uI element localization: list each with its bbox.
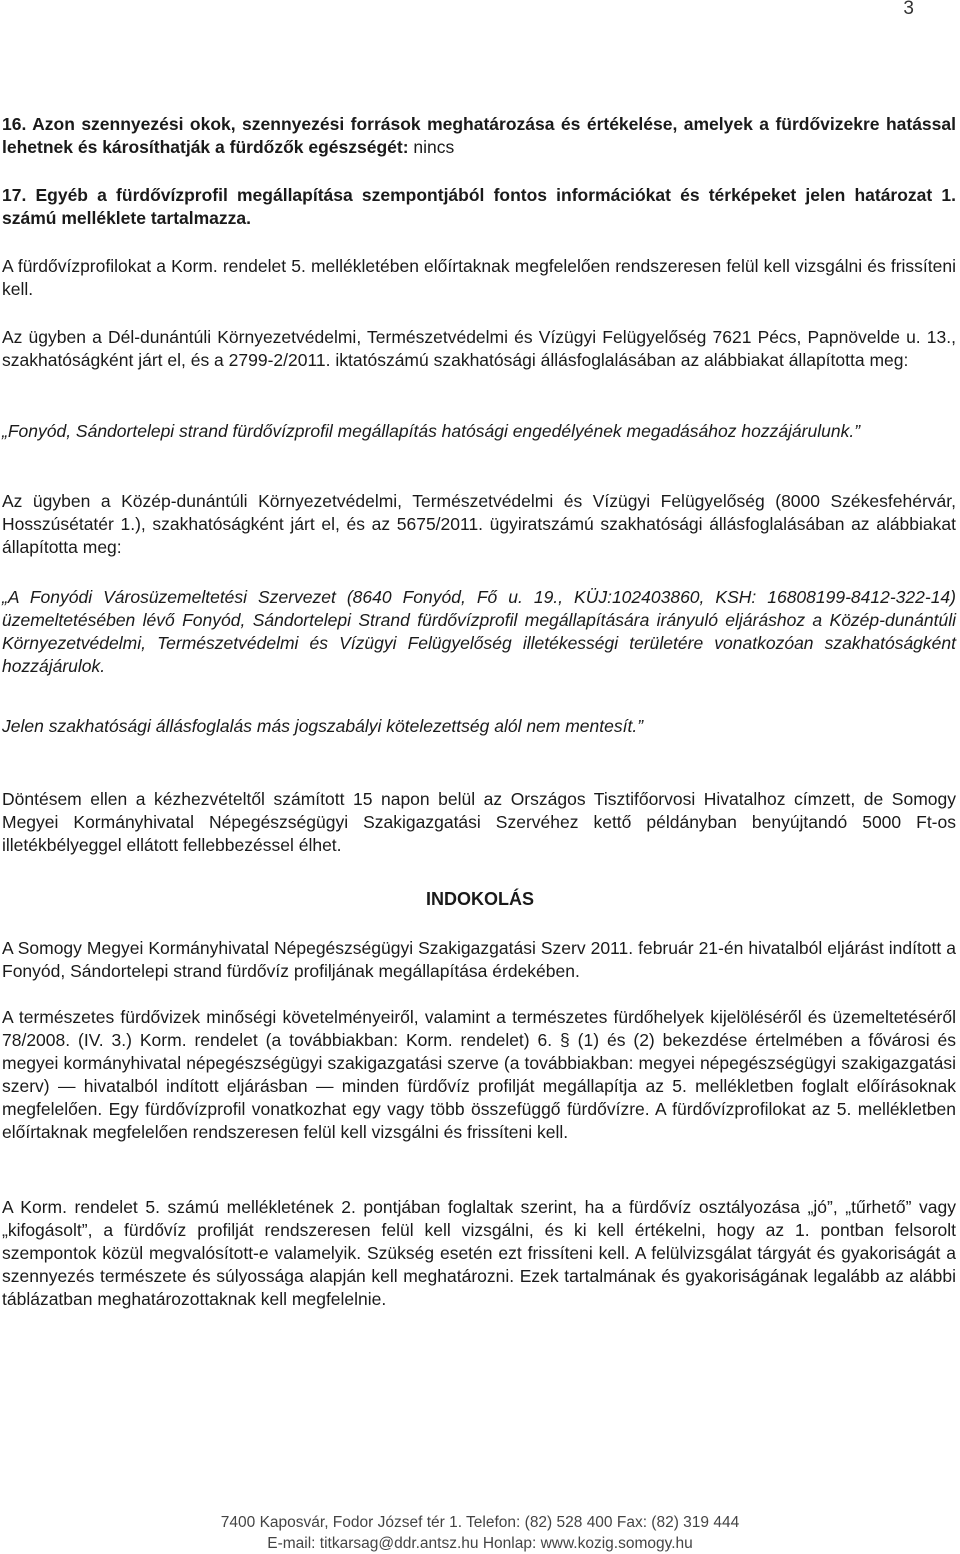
section-16-heading: 16. Azon szennyezési okok, szennyezési források meghatározása és értékelése, amelyek a fürdővizekre hatással lehetnek és károsíthatják a fürdőzők egészségét:	[2, 114, 956, 157]
paragraph-eljaras-inditas: A Somogy Megyei Kormányhivatal Népegészségügyi Szakigazgatási Szerv 2011. február 21-én hivatalból eljárást indított a Fonyód, Sándortelepi strand fürdővíz profiljának megállapítása érdekében.	[2, 938, 956, 981]
footer-address: 7400 Kaposvár, Fodor József tér 1. Telefon: (82) 528 400 Fax: (82) 319 444	[220, 1514, 740, 1531]
section-17: 17. Egyéb a fürdővízprofil megállapítása szempontjából fontos információkat és térképeket jelen határozat 1. számú melléklete tartalmazza.	[2, 185, 956, 228]
page-number: 3	[903, 0, 914, 19]
quote-mentesit: Jelen szakhatósági állásfoglalás más jogszabályi kötelezettség alól nem mentesít.”	[2, 716, 644, 736]
section-16-value: nincs	[408, 137, 455, 157]
paragraph-fellebbezes: Döntésem ellen a kézhezvételtől számított 15 napon belül az Országos Tisztifőorvosi Hivatalhoz címzett, de Somogy Megyei Kormányhivatal Népegészségügyi Szakigazgatási Szervéhez kettő példányban benyújtandó 5000 Ft-os illetékbélyeggel ellátott fellebbezéssel élhet.	[2, 789, 956, 855]
indokolas-heading: INDOKOLÁS	[426, 889, 534, 909]
quote-fonyod-sandortelepi: „Fonyód, Sándortelepi strand fürdővízprofil megállapítás hatósági engedélyének megadásához hozzájárulunk.”	[2, 421, 861, 441]
section-16	[2, 113, 956, 159]
paragraph-kozep-dunantuli: Az ügyben a Közép-dunántúli Környezetvédelmi, Természetvédelmi és Vízügyi Felügyelőség (8000 Székesfehérvár, Hosszúsétatér 1.), szakhatóságként járt el, és az 5675/2011. ügyiratszámú szakhatósági állásfoglalásában az alábbiakat állapította meg:	[2, 491, 956, 557]
footer-contact: E-mail: titkarsag@ddr.antsz.hu Honlap: www.kozig.somogy.hu	[267, 1535, 693, 1552]
paragraph-termeszetes-furdovizek: A természetes fürdővizek minőségi követelményeiről, valamint a természetes fürdőhelyek kijelöléséről és üzemeltetéséről 78/2008. (IV. 3.) Korm. rendelet (a továbbiakban: Korm. rendelet) 6. § (1) és (2) bekezdése értelmében a fővárosi és megyei kormányhivatal népegészségügyi szakigazgatási szerve (a továbbiakban: megyei népegészségügyi szakigazgatási szerv) ― hivatalból indított eljárásban ― minden fürdővíz profilját megállapítja az 5. mellékletben foglalt előírásoknak megfelelően. Egy fürdővízprofil vonatkozhat egy vagy több összefüggő fürdővízre. A fürdővízprofilokat az 5. mellékletben előírtaknak megfelelően rendszeresen felül kell vizsgálni és frissíteni kell.	[2, 1007, 956, 1142]
paragraph-korm-rendelet: A fürdővízprofilokat a Korm. rendelet 5. mellékletében előírtaknak megfelelően rendszeresen felül kell vizsgálni és frissíteni kell.	[2, 256, 956, 299]
paragraph-del-dunantuli: Az ügyben a Dél-dunántúli Környezetvédelmi, Természetvédelmi és Vízügyi Felügyelőség 7621 Pécs, Papnövelde u. 13., szakhatóságként járt el, és a 2799-2/2011. iktatószámú szakhatósági állásfoglalásában az alábbiakat állapította meg:	[2, 327, 956, 370]
quote-fonyodi-varosuzemeltetesi: „A Fonyódi Városüzemeltetési Szervezet (8640 Fonyód, Fő u. 19., KÜJ:102403860, KSH: 16808199-8412-322-14) üzemeltetésében lévő Fonyód, Sándortelepi Strand fürdővízprofil megállapítására irányuló eljáráshoz a Közép-dunántúli Környezetvédelmi, Természetvédelmi és Vízügyi Felügyelőség illetékességi területére vonatkozóan szakhatóságként hozzájárulok.	[2, 587, 956, 676]
paragraph-melleklet-2-pont: A Korm. rendelet 5. számú mellékletének 2. pontjában foglaltak szerint, ha a fürdővíz osztályozása „jó”, „tűrhető” vagy „kifogásolt”, a fürdővíz profilját rendszeresen felül kell vizsgálni, és ki kell értékelni, hogy az 1. pontban felsorolt szempontok közül megvalósított-e valamelyik. Szükség esetén ezt frissíteni kell. A felülvizsgálat tárgyát és gyakoriságát a szennyezés természete és súlyossága alapján kell meghatározni. Ezek tartalmának és gyakoriságának legalább az alábbi táblázatban meghatározottaknak kell megfelelnie.	[2, 1197, 956, 1309]
